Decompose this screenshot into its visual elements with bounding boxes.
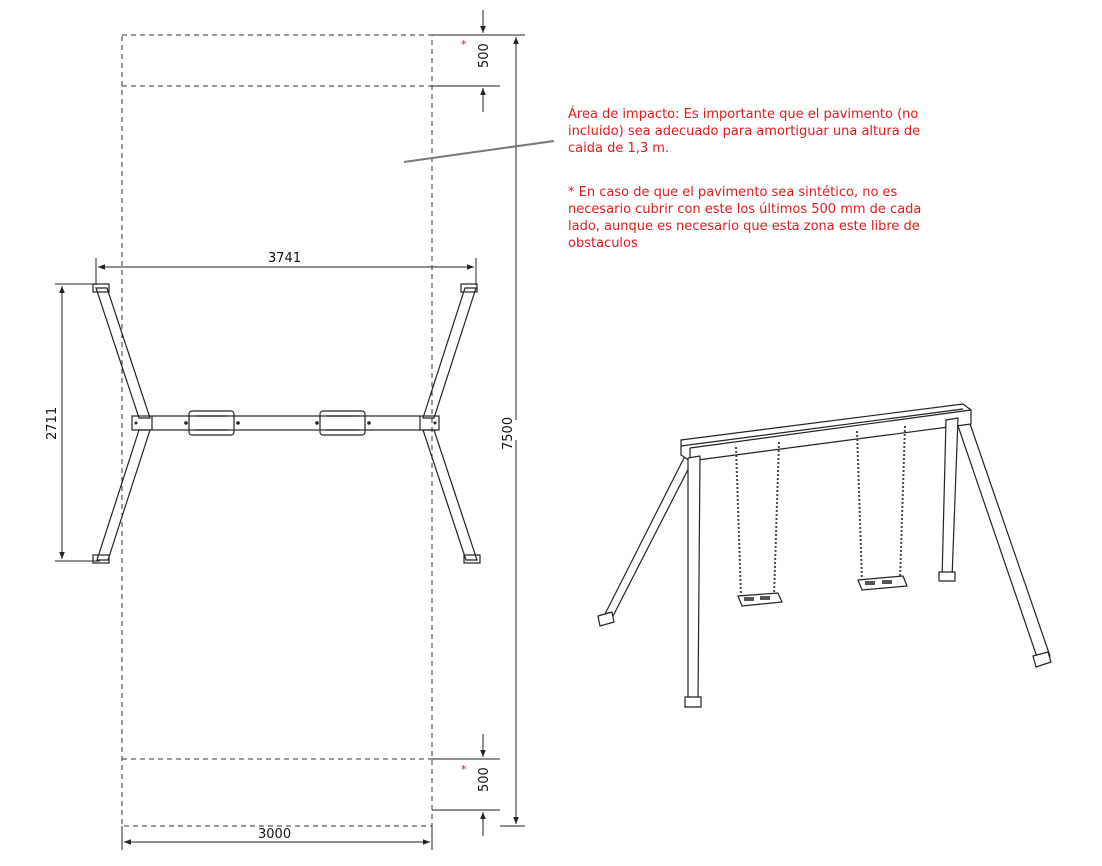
- bottom-clearance-label: 500: [477, 767, 492, 792]
- top-clearance-asterisk: *: [461, 38, 467, 51]
- swing-top-view: [93, 284, 480, 563]
- swing-seats: [738, 576, 907, 606]
- swing-perspective-view: [598, 404, 1051, 707]
- swing-top-view-bolts: [135, 421, 437, 425]
- bottom-clearance-asterisk: *: [461, 763, 467, 776]
- base-width-label: 3000: [258, 827, 292, 842]
- total-length-label: 7500: [501, 416, 516, 450]
- beam-width-label: 3741: [268, 251, 302, 266]
- top-clearance-label: 500: [477, 43, 492, 68]
- impact-area-leader-line: [404, 141, 554, 162]
- frame-depth-dimension: [55, 284, 100, 561]
- impact-area-note: Área de impacto: Es importante que el pavimento (no incluido) sea adecuado para amortiguar una altura de caida de 1,3 m.: [568, 107, 921, 156]
- frame-depth-label: 2711: [45, 406, 60, 440]
- synthetic-surface-note: * En caso de que el pavimento sea sintético, no es necesario cubrir con este los últimos 500 mm de cada lado, aunque es necesario que esta zona este libre de obstaculos: [568, 185, 922, 251]
